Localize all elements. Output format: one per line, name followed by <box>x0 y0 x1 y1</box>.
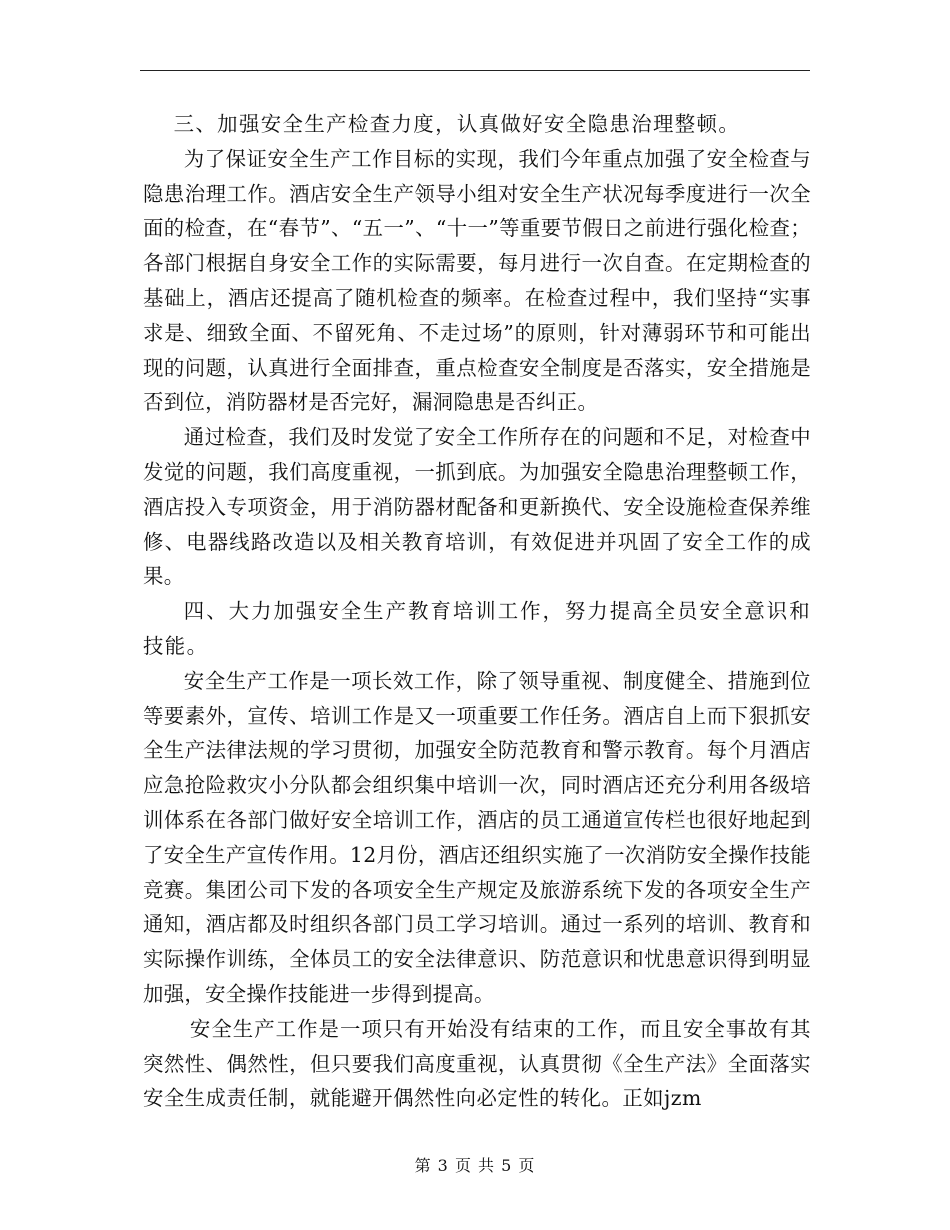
header-rule <box>140 70 810 71</box>
section-heading-three: 三、加强安全生产检查力度，认真做好安全隐患治理整顿。 <box>173 112 741 136</box>
paragraph-closing: 安全生产工作是一项只有开始没有结束的工作，而且安全事故有其突然性、偶然性，但只要我们高度重视，认真贯彻《全生产法》全面落实安全生成责任制，就能避开偶然性向必定性的转化。正如jzm <box>143 1016 811 1111</box>
page-number: 第 3 页 共 5 页 <box>414 1156 536 1175</box>
paragraph-inspection: 为了保证安全生产工作目标的实现，我们今年重点加强了安全检查与隐患治理工作。酒店安全生产领导小组对安全生产状况每季度进行一次全面的检查，在“春节”、“五一”、“十一”等重要节假日之前进行强化检查；各部门根据自身安全工作的实际需要，每月进行一次自查。在定期检查的基础上，酒店还提高了随机检查的频率。在检查过程中，我们坚持“实事求是、细致全面、不留死角、不走过场”的原则，针对薄弱环节和可能出现的问题，认真进行全面排查，重点检查安全制度是否落实，安全措施是否到位，消防器材是否完好，漏洞隐患是否纠正。 <box>143 146 811 415</box>
section-heading-four: 四、大力加强安全生产教育培训工作，努力提高全员安全意识和技能。 <box>143 599 811 658</box>
paragraph-rectification: 通过检查，我们及时发觉了安全工作所存在的问题和不足，对检查中发觉的问题，我们高度重视，一抓到底。为加强安全隐患治理整顿工作，酒店投入专项资金，用于消防器材配备和更新换代、安全设施检查保养维修、电器线路改造以及相关教育培训，有效促进并巩固了安全工作的成果。 <box>143 425 811 589</box>
document-body <box>143 107 811 1116</box>
paragraph-training: 安全生产工作是一项长效工作，除了领导重视、制度健全、措施到位等要素外，宣传、培训工作是又一项重要工作任务。酒店自上而下狠抓安全生产法律法规的学习贯彻，加强安全防范教育和警示教育。每个月酒店应急抢险救灾小分队都会组织集中培训一次，同时酒店还充分利用各级培训体系在各部门做好安全培训工作，酒店的员工通道宣传栏也很好地起到了安全生产宣传作用。12月份，酒店还组织实施了一次消防安全操作技能竞赛。集团公司下发的各项安全生产规定及旅游系统下发的各项安全生产通知，酒店都及时组织各部门员工学习培训。通过一系列的培训、教育和实际操作训练，全体员工的安全法律意识、防范意识和忧患意识得到明显加强，安全操作技能进一步得到提高。 <box>143 668 811 1006</box>
